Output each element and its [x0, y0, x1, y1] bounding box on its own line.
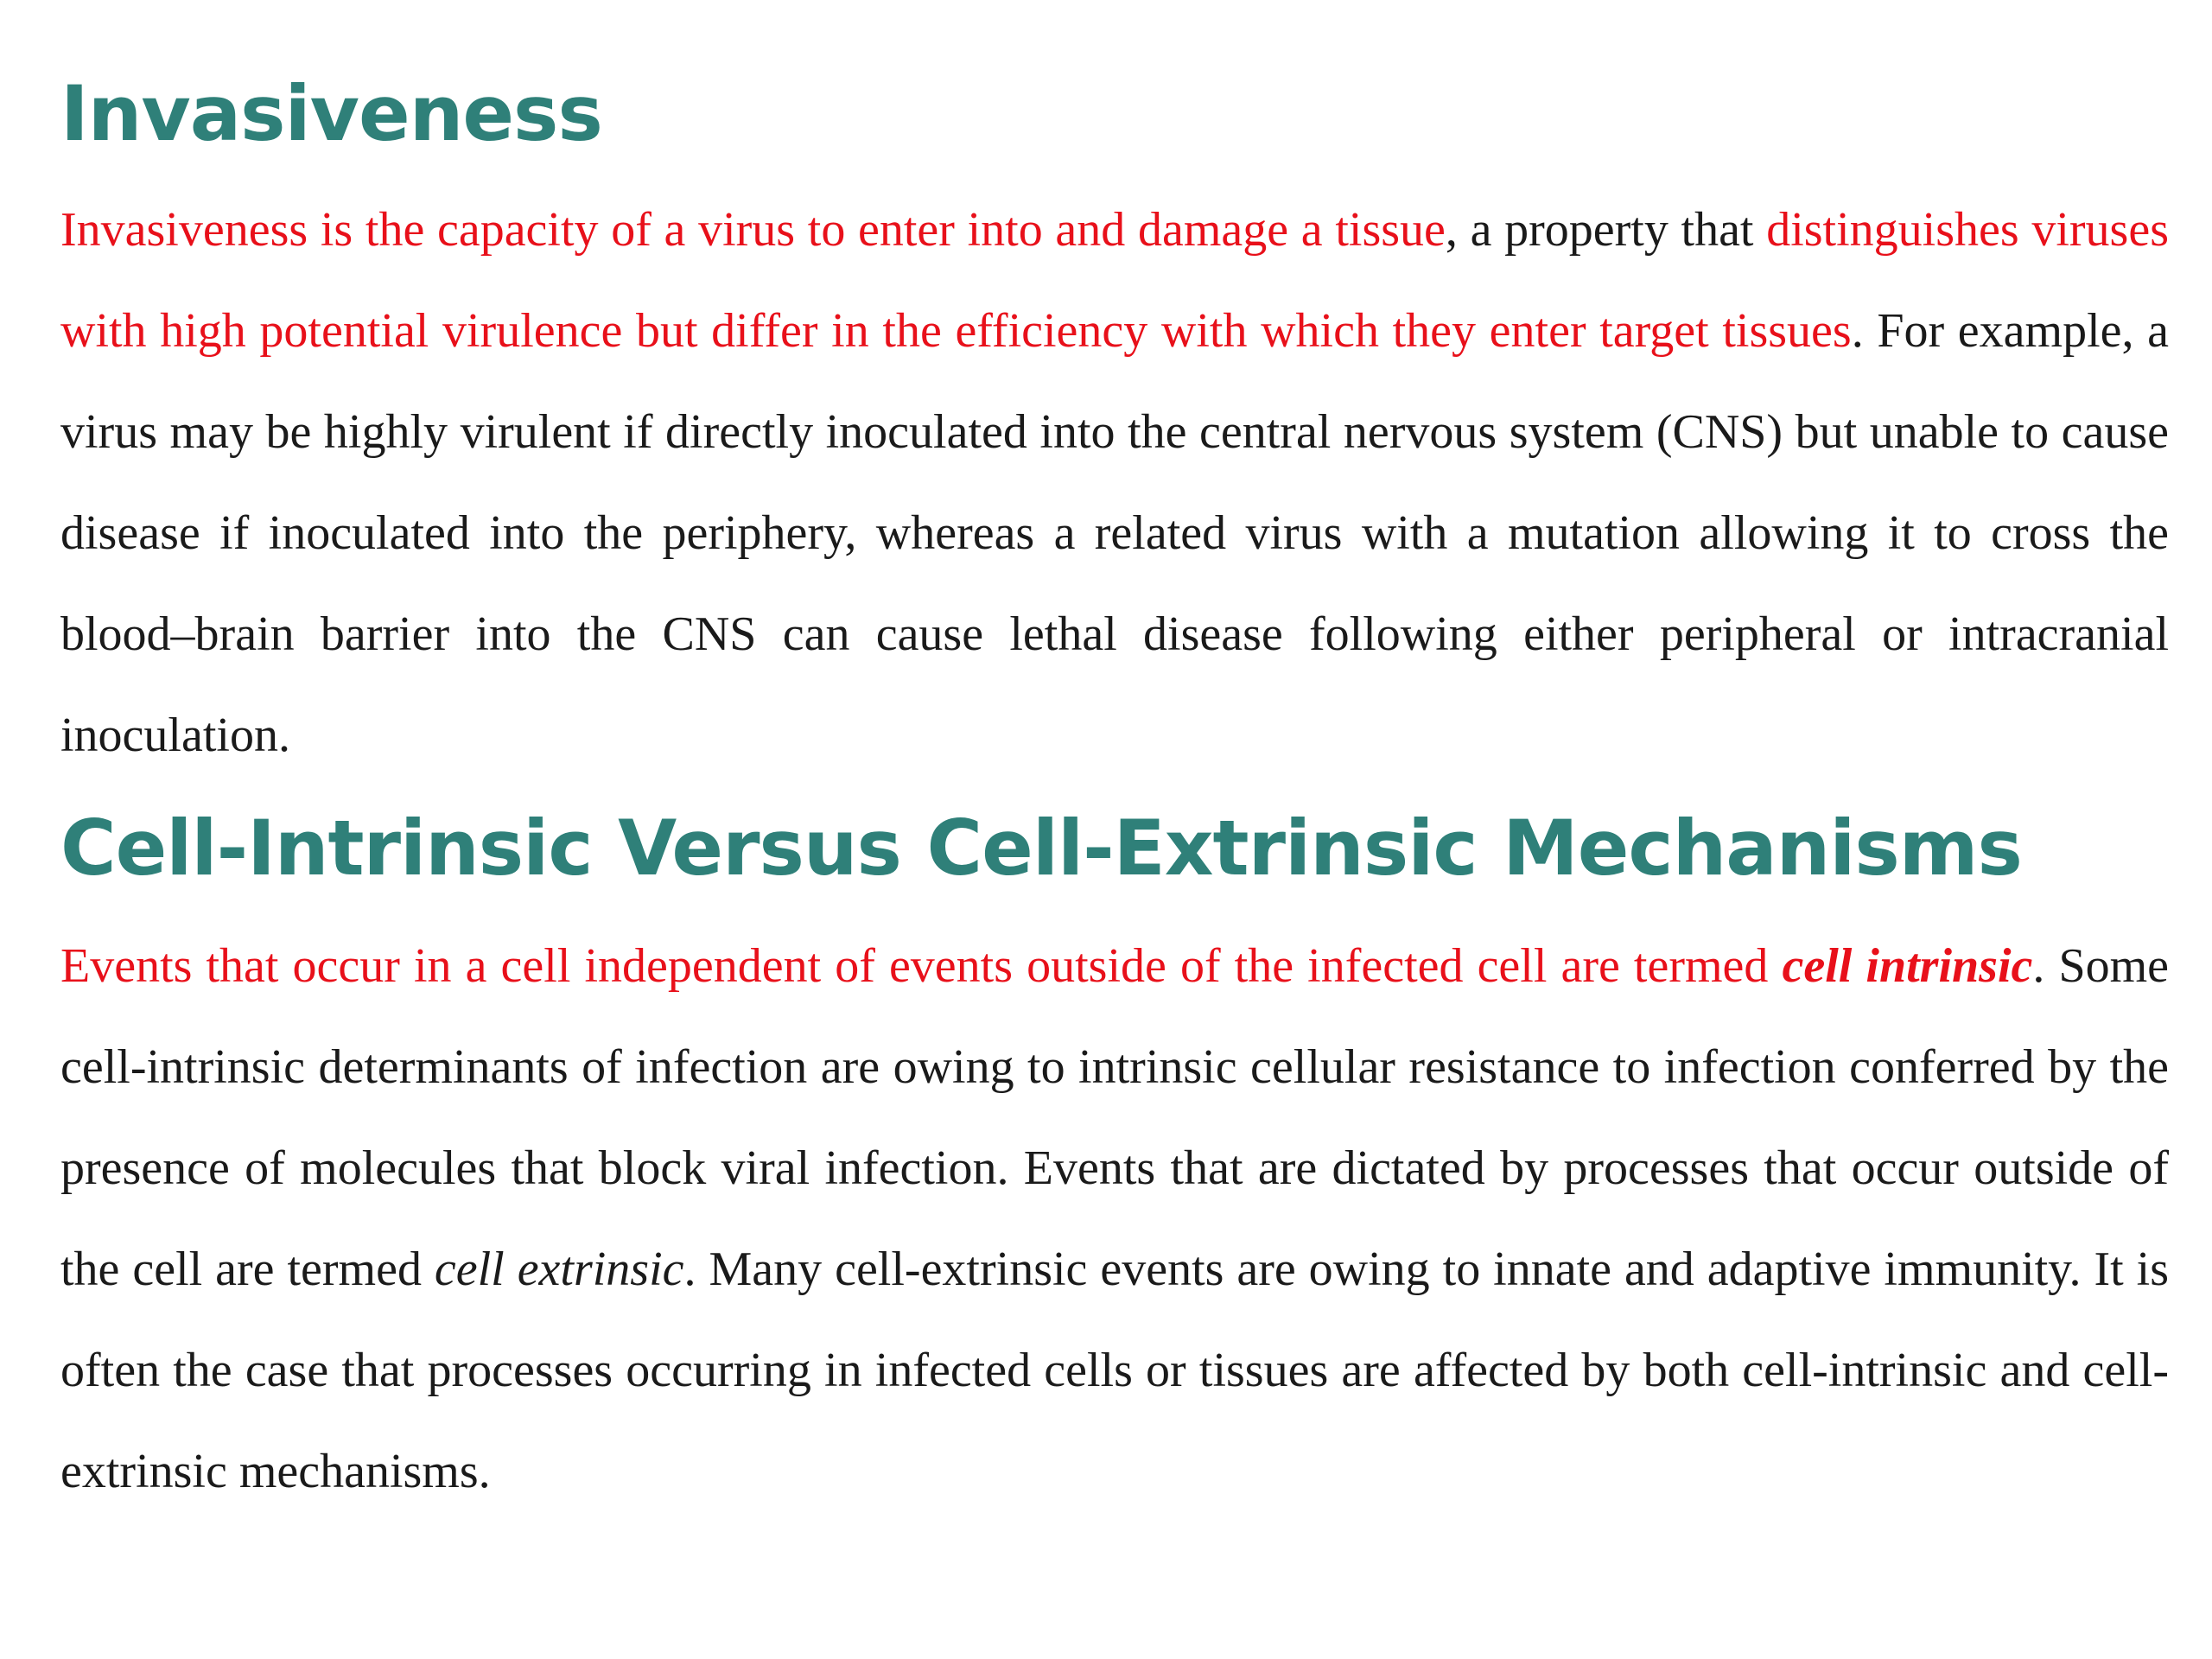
italic-term: cell extrinsic — [434, 1243, 684, 1296]
body-text-segment: . Some cell-intrinsic determinants of infection are owing to intrinsic cellular resistance to infection conferred by the presence of molecules that block viral infection. Events that are dictated by processes that occur outside of the cell are termed — [60, 939, 2169, 1296]
body-text-segment: . Many cell-extrinsic events are owing to innate and adaptive immunity. It is often the case that processes occurring in infected cells or tissues are affected by both cell-intrinsic and cell-extrinsic mechanisms. — [60, 1243, 2170, 1498]
body-text-segment: . For example, a virus may be highly virulent if directly inoculated into the central nervous system (CNS) but unable to cause disease if inoculated into the periphery, whereas a related virus with a mutation allowing it to cross the blood–brain barrier into the CNS can cause lethal disease following either peripheral or intracranial inoculation. — [60, 304, 2169, 762]
highlighted-definition: Invasiveness is the capacity of a virus to enter into and damage a tissue — [60, 203, 1446, 257]
highlighted-text: distinguishes viruses with high potential virulence but differ in the efficiency with which they enter target tissues — [60, 203, 2169, 358]
paragraph-invasiveness — [60, 180, 2169, 786]
body-text-segment: , a property that — [1445, 203, 1767, 257]
section-heading-mechanisms: Cell-Intrinsic Versus Cell-Extrinsic Mechanisms — [60, 804, 2022, 893]
section-heading-invasiveness: Invasiveness — [60, 69, 602, 158]
paragraph-mechanisms — [60, 916, 2169, 1522]
document-page — [60, 69, 2169, 1522]
highlighted-definition: Events that occur in a cell independent of events outside of the infected cell are termed — [60, 939, 1783, 993]
highlighted-term: cell intrinsic — [1782, 939, 2033, 993]
